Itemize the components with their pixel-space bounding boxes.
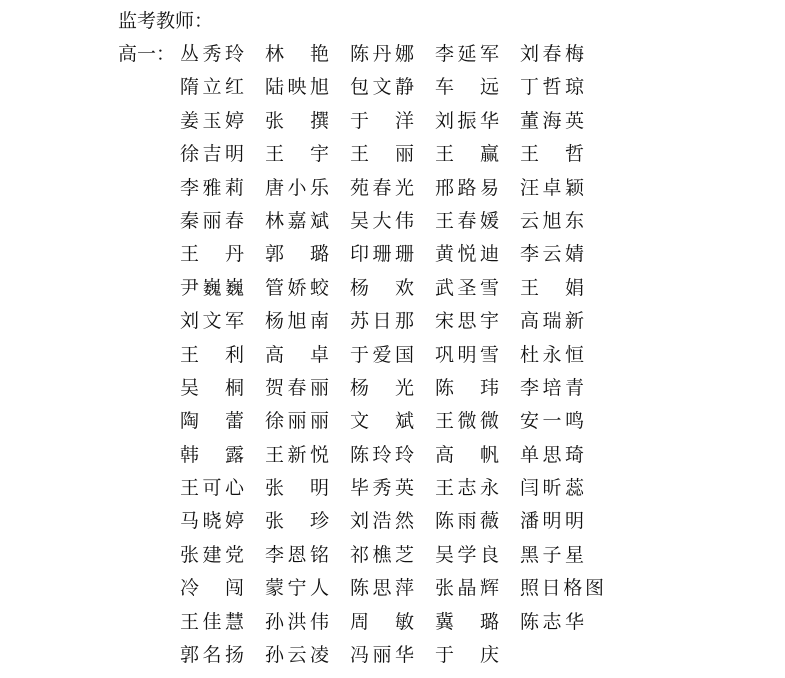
roster-cell [180, 575, 244, 601]
teacher-name: 陈丹娜 [350, 43, 414, 65]
roster-row [180, 141, 605, 174]
teacher-name: 刘浩然 [350, 510, 414, 533]
roster-cell [435, 475, 499, 501]
teacher-name: 董海英 [520, 109, 584, 132]
roster-cell [520, 375, 584, 401]
teacher-name: 照日格图 [520, 577, 604, 600]
teacher-name: 王 利 [180, 343, 244, 366]
roster-cell [265, 141, 329, 167]
teacher-name: 管娇蛟 [265, 276, 329, 299]
teacher-name: 杨 欢 [350, 276, 414, 299]
roster-cell [435, 508, 499, 534]
roster-cell [180, 41, 244, 67]
teacher-name: 于 洋 [350, 109, 414, 132]
roster-row [180, 74, 605, 107]
teacher-name: 王可心 [180, 477, 244, 500]
roster-cell [265, 308, 329, 334]
teacher-name: 李延军 [435, 43, 499, 65]
teacher-name: 邢路易 [435, 176, 499, 199]
teacher-name: 李培青 [520, 376, 584, 399]
teacher-name: 张建党 [180, 543, 244, 566]
roster-cell [265, 642, 329, 668]
teacher-name: 苑春光 [350, 176, 414, 199]
roster-cell [435, 241, 499, 267]
teacher-name: 姜玉婷 [180, 109, 244, 132]
roster-cell [350, 375, 414, 401]
teacher-name: 张晶辉 [435, 577, 499, 600]
roster-row [180, 308, 605, 341]
roster-cell [520, 208, 584, 234]
roster-cell [265, 575, 329, 601]
roster-cell [350, 508, 414, 534]
teacher-name: 孙云凌 [265, 644, 329, 667]
roster-cell [265, 241, 329, 267]
teacher-name: 闫昕蕊 [520, 477, 584, 500]
teacher-name: 安一鸣 [520, 410, 584, 433]
roster-cell [520, 609, 584, 635]
roster-cell [520, 508, 584, 534]
roster-cell [265, 508, 329, 534]
teacher-name: 陈雨薇 [435, 510, 499, 533]
roster-row [180, 208, 605, 241]
teacher-name: 丛秀玲 [180, 43, 244, 65]
roster-row [180, 375, 605, 408]
roster-cell [180, 308, 244, 334]
roster-cell [520, 41, 584, 67]
teacher-name: 张 明 [265, 477, 329, 500]
teacher-name: 隋立红 [180, 76, 244, 99]
roster-cell [350, 609, 414, 635]
roster-cell [350, 108, 414, 134]
teacher-name: 陆映旭 [265, 76, 329, 99]
roster-cell [435, 442, 499, 468]
roster-row [180, 442, 605, 475]
teacher-name: 李云婧 [520, 243, 584, 266]
teacher-name: 陶 蕾 [180, 410, 244, 433]
teacher-name: 刘振华 [435, 109, 499, 132]
roster-cell [435, 609, 499, 635]
roster-row [180, 175, 605, 208]
teacher-name: 王新悦 [265, 443, 329, 466]
teacher-name: 王 哲 [520, 143, 584, 166]
roster-cell [180, 175, 244, 201]
roster-row [180, 575, 605, 608]
section-heading: 监考教师： [118, 10, 214, 32]
teacher-name: 杨旭南 [265, 310, 329, 333]
roster-cell [265, 609, 329, 635]
roster-cell [520, 175, 584, 201]
roster-cell [350, 408, 414, 434]
roster-cell [520, 308, 584, 334]
roster-cell [435, 542, 499, 568]
roster-cell [180, 342, 244, 368]
teacher-name: 苏日那 [350, 310, 414, 333]
teacher-name: 王 丽 [350, 143, 414, 166]
roster-cell [350, 342, 414, 368]
roster-cell [180, 275, 244, 301]
teacher-name: 陈 玮 [435, 376, 499, 399]
teacher-name: 王佳慧 [180, 610, 244, 633]
teacher-name: 汪卓颖 [520, 176, 584, 199]
roster-cell [350, 308, 414, 334]
roster-cell [265, 175, 329, 201]
roster-cell [180, 208, 244, 234]
roster-cell [435, 308, 499, 334]
teacher-name: 祁樵芝 [350, 543, 414, 566]
teacher-name: 云旭东 [520, 209, 584, 232]
teacher-name: 于 庆 [435, 644, 499, 667]
roster-cell [520, 542, 584, 568]
teacher-name: 徐丽丽 [265, 410, 329, 433]
teacher-name: 杜永恒 [520, 343, 584, 366]
teacher-name: 王 娟 [520, 276, 584, 299]
teacher-name: 孙洪伟 [265, 610, 329, 633]
roster-cell [435, 108, 499, 134]
teacher-name: 印珊珊 [350, 243, 414, 266]
roster-cell [265, 542, 329, 568]
roster-cell [350, 74, 414, 100]
roster-cell [520, 642, 584, 661]
teacher-name: 李雅莉 [180, 176, 244, 199]
teacher-name: 马晓婷 [180, 510, 244, 533]
teacher-name: 王 宇 [265, 143, 329, 166]
teacher-name: 周 敏 [350, 610, 414, 633]
teacher-name: 林嘉斌 [265, 209, 329, 232]
teacher-name: 黄悦迪 [435, 243, 499, 266]
roster-cell [180, 542, 244, 568]
roster-row [180, 508, 605, 541]
roster-cell [520, 241, 584, 267]
teacher-name: 林 艳 [265, 43, 329, 65]
roster-cell [350, 575, 414, 601]
roster-cell [520, 141, 584, 167]
roster-row [180, 609, 605, 642]
teacher-name: 王春媛 [435, 209, 499, 232]
teacher-name: 丁哲琼 [520, 76, 584, 99]
roster-cell [180, 475, 244, 501]
teacher-name: 李恩铭 [265, 543, 329, 566]
teacher-name: 冯丽华 [350, 644, 414, 667]
roster-cell [520, 74, 584, 100]
teacher-name: 张 撰 [265, 109, 329, 132]
roster-cell [350, 175, 414, 201]
roster-cell [520, 475, 584, 501]
roster-cell [265, 275, 329, 301]
roster-cell [180, 442, 244, 468]
teacher-name: 王 赢 [435, 143, 499, 166]
roster-cell [350, 442, 414, 468]
grade-label: 高一： [118, 43, 176, 65]
teacher-name: 蒙宁人 [265, 577, 329, 600]
teacher-name: 郭名扬 [180, 644, 244, 667]
teacher-name: 文 斌 [350, 410, 414, 433]
roster-cell [350, 642, 414, 668]
roster-row [180, 241, 605, 274]
teacher-name: 王 丹 [180, 243, 244, 266]
teacher-name: 冀 璐 [435, 610, 499, 633]
roster-cell [435, 74, 499, 100]
roster-cell [350, 475, 414, 501]
teacher-name: 车 远 [435, 76, 499, 99]
teacher-name: 于爱国 [350, 343, 414, 366]
teacher-name: 刘文军 [180, 310, 244, 333]
teacher-name: 张 珍 [265, 510, 329, 533]
roster-cell [180, 375, 244, 401]
teacher-name: 郭 璐 [265, 243, 329, 266]
teacher-name: 陈思萍 [350, 577, 414, 600]
roster-cell [265, 108, 329, 134]
roster-cell [350, 241, 414, 267]
roster-cell [265, 208, 329, 234]
teacher-name: 冷 闯 [180, 577, 244, 600]
teacher-name: 陈玲玲 [350, 443, 414, 466]
roster-cell [435, 141, 499, 167]
teacher-roster [180, 41, 605, 675]
roster-cell [435, 208, 499, 234]
roster-cell [265, 375, 329, 401]
teacher-name: 吴学良 [435, 543, 499, 566]
roster-row [180, 542, 605, 575]
teacher-name: 陈志华 [520, 610, 584, 633]
teacher-name: 潘明明 [520, 510, 584, 533]
roster-cell [180, 408, 244, 434]
roster-cell [520, 575, 604, 601]
teacher-name: 韩 露 [180, 443, 244, 466]
roster-cell [435, 408, 499, 434]
roster-cell [435, 342, 499, 368]
teacher-name: 杨 光 [350, 376, 414, 399]
roster-cell [180, 241, 244, 267]
roster-cell [435, 375, 499, 401]
roster-row [180, 275, 605, 308]
teacher-name: 黑子星 [520, 543, 584, 566]
roster-cell [520, 408, 584, 434]
roster-cell [435, 275, 499, 301]
roster-cell [350, 542, 414, 568]
roster-row [180, 41, 605, 74]
teacher-name: 包文静 [350, 76, 414, 99]
teacher-name: 王微微 [435, 410, 499, 433]
roster-cell [180, 141, 244, 167]
teacher-name: 吴 桐 [180, 376, 244, 399]
teacher-name: 秦丽春 [180, 209, 244, 232]
roster-row [180, 642, 605, 675]
roster-cell [435, 642, 499, 668]
teacher-name: 巩明雪 [435, 343, 499, 366]
roster-cell [265, 442, 329, 468]
roster-cell [520, 275, 584, 301]
roster-cell [180, 508, 244, 534]
roster-cell [435, 175, 499, 201]
roster-cell [180, 108, 244, 134]
teacher-name: 贺春丽 [265, 376, 329, 399]
teacher-name: 唐小乐 [265, 176, 329, 199]
roster-cell [265, 408, 329, 434]
roster-cell [350, 41, 414, 67]
teacher-name: 宋思宇 [435, 310, 499, 333]
roster-cell [350, 141, 414, 167]
teacher-name: 王志永 [435, 477, 499, 500]
teacher-name: 徐吉明 [180, 143, 244, 166]
roster-cell [180, 609, 244, 635]
roster-cell [350, 208, 414, 234]
teacher-name: 高瑞新 [520, 310, 584, 333]
teacher-name: 尹巍巍 [180, 276, 244, 299]
roster-cell [265, 74, 329, 100]
roster-cell [520, 342, 584, 368]
roster-cell [265, 41, 329, 67]
teacher-name: 高 帆 [435, 443, 499, 466]
teacher-name: 武圣雪 [435, 276, 499, 299]
roster-cell [265, 475, 329, 501]
teacher-name: 高 卓 [265, 343, 329, 366]
roster-row [180, 408, 605, 441]
roster-cell [180, 74, 244, 100]
roster-cell [520, 442, 584, 468]
roster-cell [435, 575, 499, 601]
roster-cell [350, 275, 414, 301]
roster-cell [520, 108, 584, 134]
roster-row [180, 108, 605, 141]
teacher-name: 单思琦 [520, 443, 584, 466]
roster-row [180, 342, 605, 375]
roster-row [180, 475, 605, 508]
roster-cell [265, 342, 329, 368]
teacher-name: 毕秀英 [350, 477, 414, 500]
teacher-name: 吴大伟 [350, 209, 414, 232]
roster-cell [435, 41, 499, 67]
teacher-name: 刘春梅 [520, 43, 584, 65]
roster-cell [180, 642, 244, 668]
